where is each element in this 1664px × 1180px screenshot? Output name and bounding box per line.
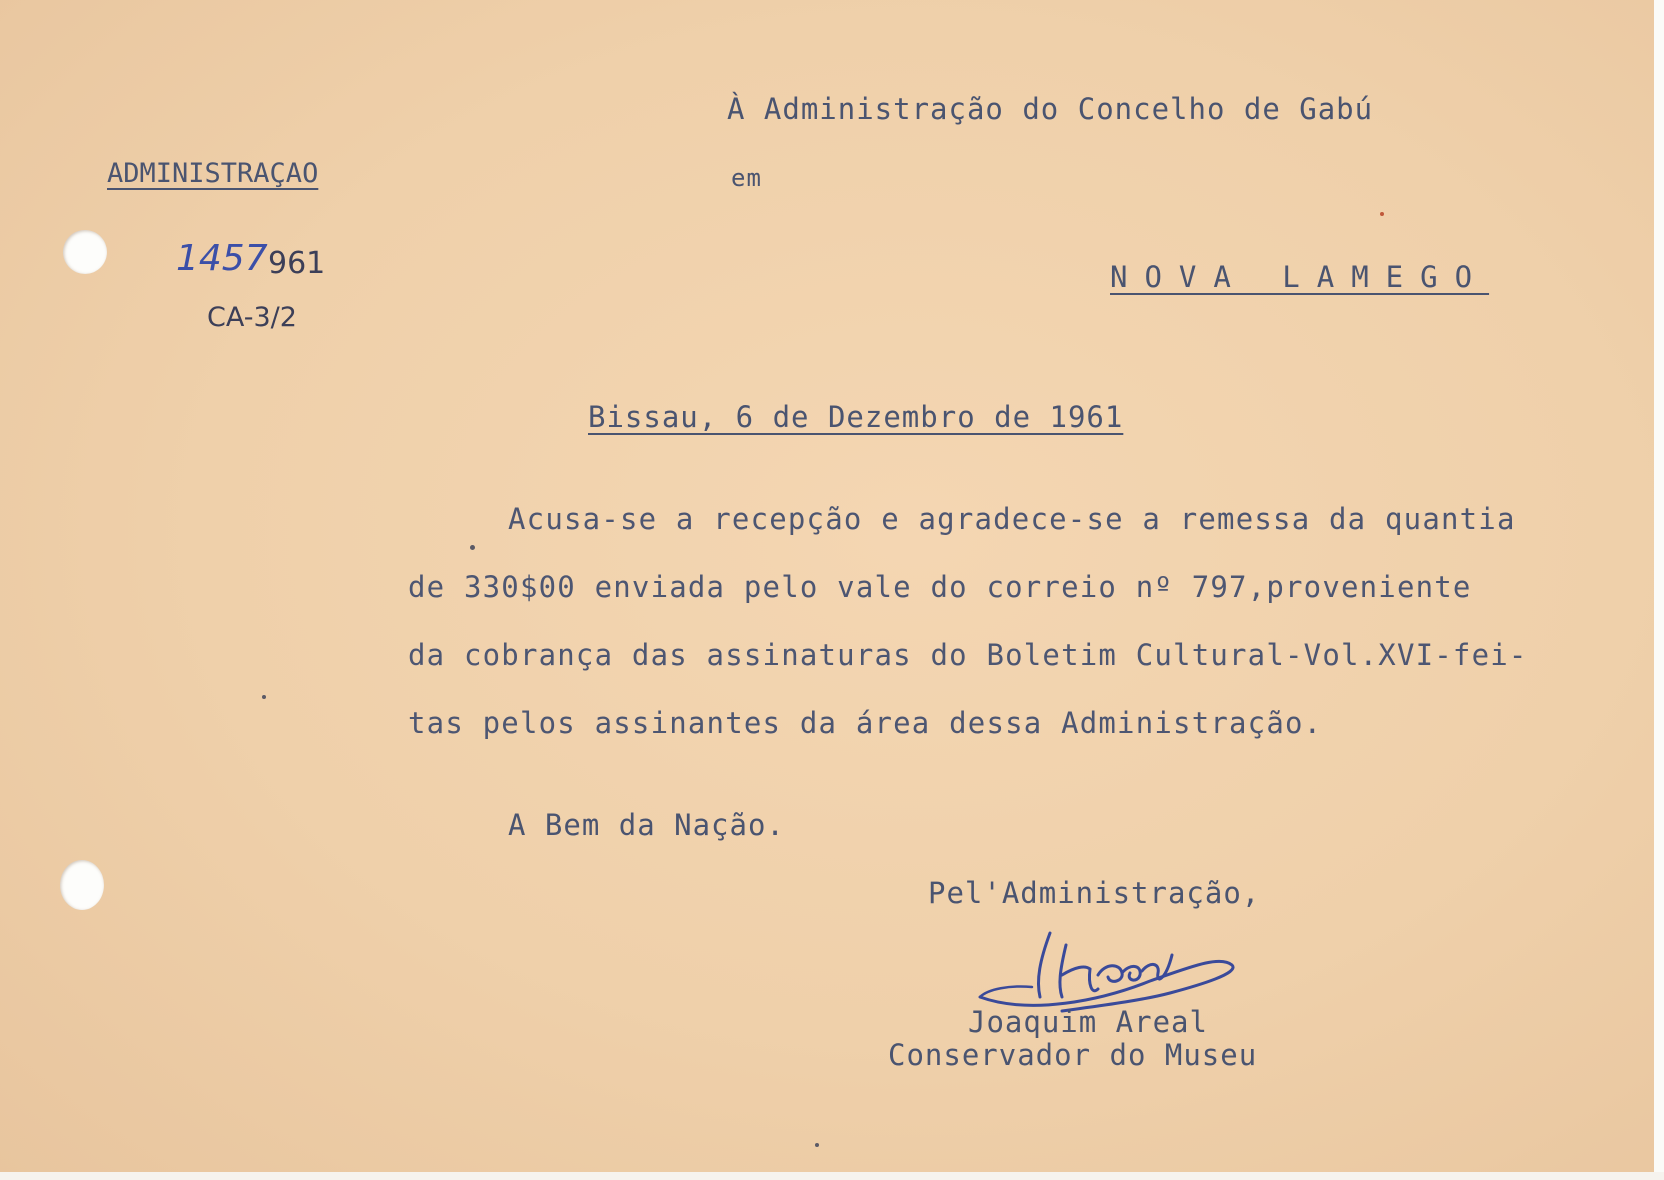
ink-speck <box>1380 212 1384 216</box>
ink-speck <box>262 695 266 699</box>
ink-speck <box>470 545 475 550</box>
recipient-line: À Administração do Concelho de Gabú <box>727 92 1374 126</box>
ink-speck <box>815 1143 819 1147</box>
body-line: da cobrança das assinaturas do Boletim Cultural-Vol.XVI-fei- <box>408 638 1528 672</box>
reference-year: 961 <box>268 246 326 281</box>
punch-hole-top <box>63 230 107 274</box>
reference-code: CA-3/2 <box>207 302 297 333</box>
body-line: de 330$00 enviada pelo vale do correio nº 797,proveniente <box>408 570 1472 604</box>
body-line: Acusa-se a recepção e agradece-se a remessa da quantia <box>508 502 1516 536</box>
punch-hole-bottom <box>60 860 104 910</box>
handwritten-signature <box>970 915 1270 1015</box>
date-line: Bissau, 6 de Dezembro de 1961 <box>588 400 1124 434</box>
sender-heading: ADMINISTRAÇAO <box>107 158 319 189</box>
paper-edge-right <box>1654 0 1664 1180</box>
body-line: tas pelos assinantes da área dessa Administração. <box>408 706 1323 740</box>
signer-title: Conservador do Museu <box>888 1038 1258 1072</box>
recipient-place: NOVA LAMEGO <box>1110 260 1490 294</box>
recipient-em: em <box>731 164 762 192</box>
closing-line: A Bem da Nação. <box>508 808 785 842</box>
signoff-line: Pel'Administração, <box>928 876 1261 910</box>
reference-handwritten-number: 1457 <box>176 238 268 279</box>
paper-edge-bottom <box>0 1172 1664 1180</box>
signer-name: Joaquim Areal <box>968 1005 1208 1039</box>
